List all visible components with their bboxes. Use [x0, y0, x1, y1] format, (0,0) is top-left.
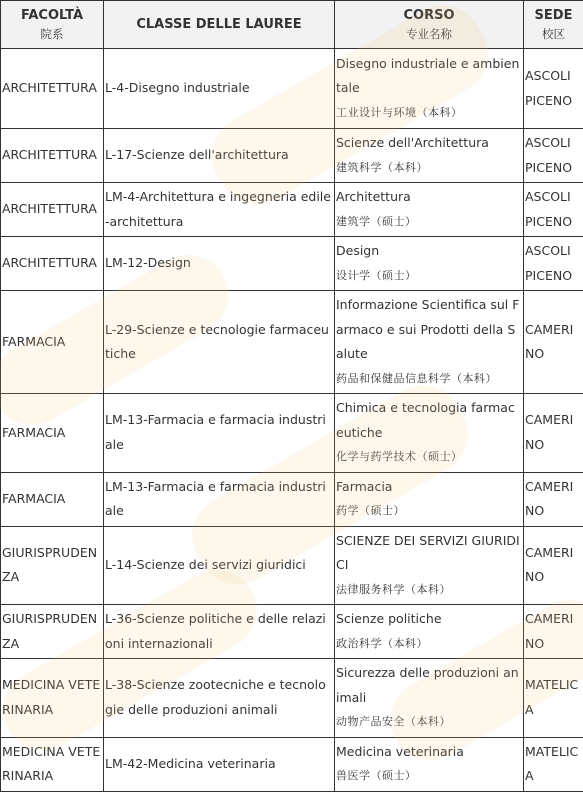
cell-classe: LM-13-Farmacia e farmacia industriale	[104, 472, 335, 526]
cell-classe: L-14-Scienze dei servizi giuridici	[104, 526, 335, 605]
corso-it: Scienze politiche	[336, 611, 442, 626]
cell-corso	[335, 472, 524, 526]
table-row	[1, 394, 583, 473]
corso-it: SCIENZE DEI SERVIZI GIURIDICI	[336, 533, 520, 573]
header-facolta-cn: 院系	[1, 25, 103, 44]
cell-sede: CAMERINO	[524, 394, 583, 473]
cell-facolta: MEDICINA VETERINARIA	[1, 737, 104, 791]
table-row	[1, 237, 583, 291]
cell-classe: L-36-Scienze politiche e delle relazioni internazionali	[104, 605, 335, 659]
corso-it: Medicina veterinaria	[336, 744, 464, 759]
cell-corso	[335, 49, 524, 129]
cell-classe: LM-42-Medicina veterinaria	[104, 737, 335, 791]
header-classe-en: CLASSE DELLE LAUREE	[104, 15, 334, 34]
header-facolta	[1, 1, 104, 49]
cell-corso	[335, 291, 524, 394]
cell-sede: CAMERINO	[524, 291, 583, 394]
corso-cn: 建筑学（硕士）	[336, 210, 522, 235]
cell-facolta: ARCHITETTURA	[1, 129, 104, 183]
header-sede	[524, 1, 583, 49]
cell-classe: LM-4-Architettura e ingegneria edile-architettura	[104, 183, 335, 237]
corso-it: Architettura	[336, 189, 411, 204]
cell-sede: ASCOLI PICENO	[524, 237, 583, 291]
table-row	[1, 49, 583, 129]
table-row	[1, 659, 583, 738]
corso-cn: 动物产品安全（本科）	[336, 710, 522, 735]
cell-classe: L-29-Scienze e tecnologie farmaceutiche	[104, 291, 335, 394]
corso-it: Sicurezza delle produzioni animali	[336, 665, 519, 705]
corso-cn: 建筑科学（本科）	[336, 156, 522, 181]
header-sede-en: SEDE	[524, 6, 583, 25]
cell-sede: MATELICA	[524, 737, 583, 791]
cell-facolta: FARMACIA	[1, 472, 104, 526]
corso-cn: 药品和保健品信息科学（本科）	[336, 367, 522, 392]
header-classe	[104, 1, 335, 49]
table-row	[1, 605, 583, 659]
corso-cn: 兽医学（硕士）	[336, 764, 522, 789]
table-row	[1, 129, 583, 183]
cell-sede: ASCOLI PICENO	[524, 49, 583, 129]
cell-facolta: FARMACIA	[1, 394, 104, 473]
cell-facolta: ARCHITETTURA	[1, 49, 104, 129]
corso-it: Farmacia	[336, 479, 392, 494]
corso-cn: 法律服务科学（本科）	[336, 578, 522, 603]
cell-sede: ASCOLI PICENO	[524, 129, 583, 183]
corso-cn: 设计学（硕士）	[336, 264, 522, 289]
corso-it: Design	[336, 243, 379, 258]
cell-sede: MATELICA	[524, 659, 583, 738]
corso-it: Disegno industriale e ambientale	[336, 56, 519, 96]
header-facolta-en: FACOLTÀ	[1, 6, 103, 25]
corso-it: Informazione Scientifica sul Farmaco e sui Prodotti della Salute	[336, 297, 519, 361]
cell-facolta: GIURISPRUDENZA	[1, 605, 104, 659]
table-row	[1, 472, 583, 526]
cell-classe: L-4-Disegno industriale	[104, 49, 335, 129]
cell-sede: CAMERINO	[524, 605, 583, 659]
cell-facolta: ARCHITETTURA	[1, 237, 104, 291]
corso-cn: 政治科学（本科）	[336, 632, 522, 657]
cell-corso	[335, 526, 524, 605]
header-row	[1, 1, 583, 49]
header-corso-cn: 专业名称	[335, 25, 523, 44]
header-corso	[335, 1, 524, 49]
cell-facolta: ARCHITETTURA	[1, 183, 104, 237]
cell-corso	[335, 129, 524, 183]
header-corso-en: CORSO	[335, 6, 523, 25]
cell-corso	[335, 394, 524, 473]
cell-facolta: MEDICINA VETERINARIA	[1, 659, 104, 738]
cell-corso	[335, 605, 524, 659]
cell-classe: LM-12-Design	[104, 237, 335, 291]
corso-it: Chimica e tecnologia farmaceutiche	[336, 400, 515, 440]
corso-it: Scienze dell'Architettura	[336, 135, 489, 150]
cell-sede: ASCOLI PICENO	[524, 183, 583, 237]
cell-corso	[335, 237, 524, 291]
corso-cn: 工业设计与环境（本科）	[336, 101, 522, 126]
corso-cn: 药学（硕士）	[336, 499, 522, 524]
corso-cn: 化学与药学技术（硕士）	[336, 445, 522, 470]
cell-classe: L-17-Scienze dell'architettura	[104, 129, 335, 183]
cell-facolta: FARMACIA	[1, 291, 104, 394]
cell-classe: L-38-Scienze zootecniche e tecnologie delle produzioni animali	[104, 659, 335, 738]
cell-facolta: GIURISPRUDENZA	[1, 526, 104, 605]
table-row	[1, 183, 583, 237]
cell-corso	[335, 659, 524, 738]
cell-classe: LM-13-Farmacia e farmacia industriale	[104, 394, 335, 473]
cell-corso	[335, 183, 524, 237]
table-row	[1, 526, 583, 605]
table-row	[1, 291, 583, 394]
cell-sede: CAMERINO	[524, 526, 583, 605]
header-sede-cn: 校区	[524, 25, 583, 44]
cell-sede: CAMERINO	[524, 472, 583, 526]
